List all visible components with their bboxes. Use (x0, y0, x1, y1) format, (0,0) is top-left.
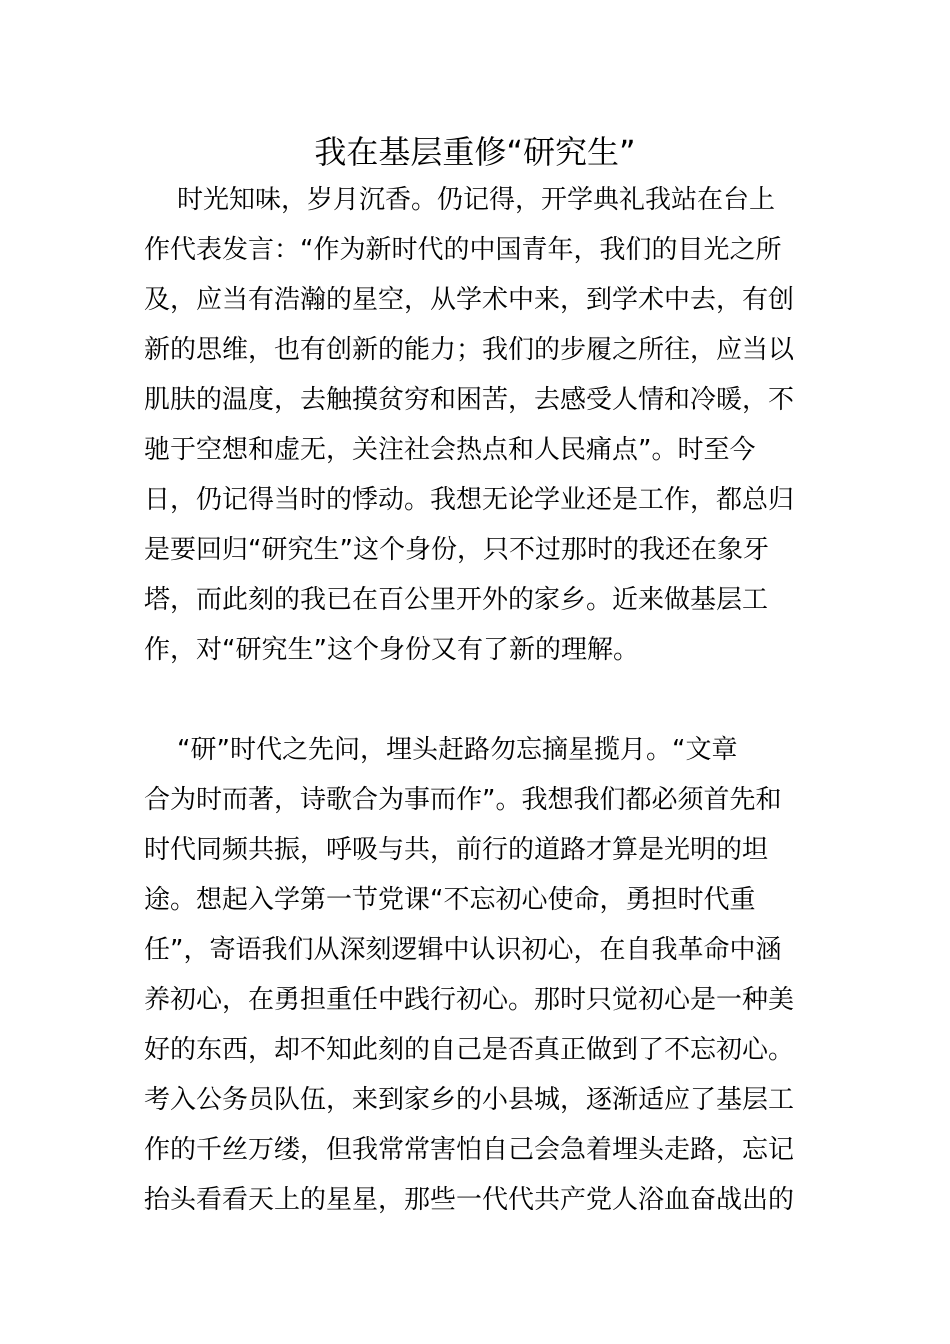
paragraph-2-line: 考入公务员队伍，来到家乡的小县城，逐渐适应了基层工 (144, 1085, 795, 1115)
paragraph-1-line: 塔，而此刻的我已在百公里开外的家乡。近来做基层工 (144, 585, 769, 615)
paragraph-1-line: 时光知味，岁月沉香。仍记得，开学典礼我站在台上 (144, 185, 776, 215)
paragraph-2-line: 途。想起入学第一节党课“不忘初心使命，勇担时代重 (144, 885, 756, 915)
paragraph-1-line: 肌肤的温度，去触摸贫穷和困苦，去感受人情和冷暖，不 (144, 385, 795, 415)
paragraph-2-line: 抬头看看天上的星星，那些一代代共产党人浴血奋战出的 (144, 1185, 795, 1215)
paragraph-2-line: 时代同频共振，呼吸与共，前行的道路才算是光明的坦 (144, 835, 769, 865)
paragraph-1-line: 作代表发言：“作为新时代的中国青年，我们的目光之所 (144, 235, 782, 265)
paragraph-2-line: 养初心，在勇担重任中践行初心。那时只觉初心是一种美 (144, 985, 795, 1015)
paragraph-2-line: 合为时而著，诗歌合为事而作”。我想我们都必须首先和 (144, 785, 782, 815)
document-title: 我在基层重修“研究生” (314, 133, 636, 171)
paragraph-1-line: 及，应当有浩瀚的星空，从学术中来，到学术中去，有创 (144, 285, 795, 315)
paragraph-1-line: 作，对“研究生”这个身份又有了新的理解。 (144, 635, 639, 665)
paragraph-1-line: 驰于空想和虚无，关注社会热点和人民痛点”。时至今 (144, 435, 756, 465)
paragraph-2-line: 好的东西，却不知此刻的自己是否真正做到了不忘初心。 (144, 1035, 795, 1065)
paragraph-1-line: 日，仍记得当时的悸动。我想无论学业还是工作，都总归 (144, 485, 795, 515)
paragraph-2-line: “研”时代之先问，埋头赶路勿忘摘星揽月。“文章 (144, 735, 738, 765)
paragraph-2-line: 作的千丝万缕，但我常常害怕自己会急着埋头走路，忘记 (144, 1135, 795, 1165)
paragraph-1-line: 是要回归“研究生”这个身份，只不过那时的我还在象牙 (144, 535, 769, 565)
paragraph-1-line: 新的思维，也有创新的能力；我们的步履之所往，应当以 (144, 335, 795, 365)
paragraph-2-line: 任”，寄语我们从深刻逻辑中认识初心，在自我革命中涵 (144, 935, 782, 965)
